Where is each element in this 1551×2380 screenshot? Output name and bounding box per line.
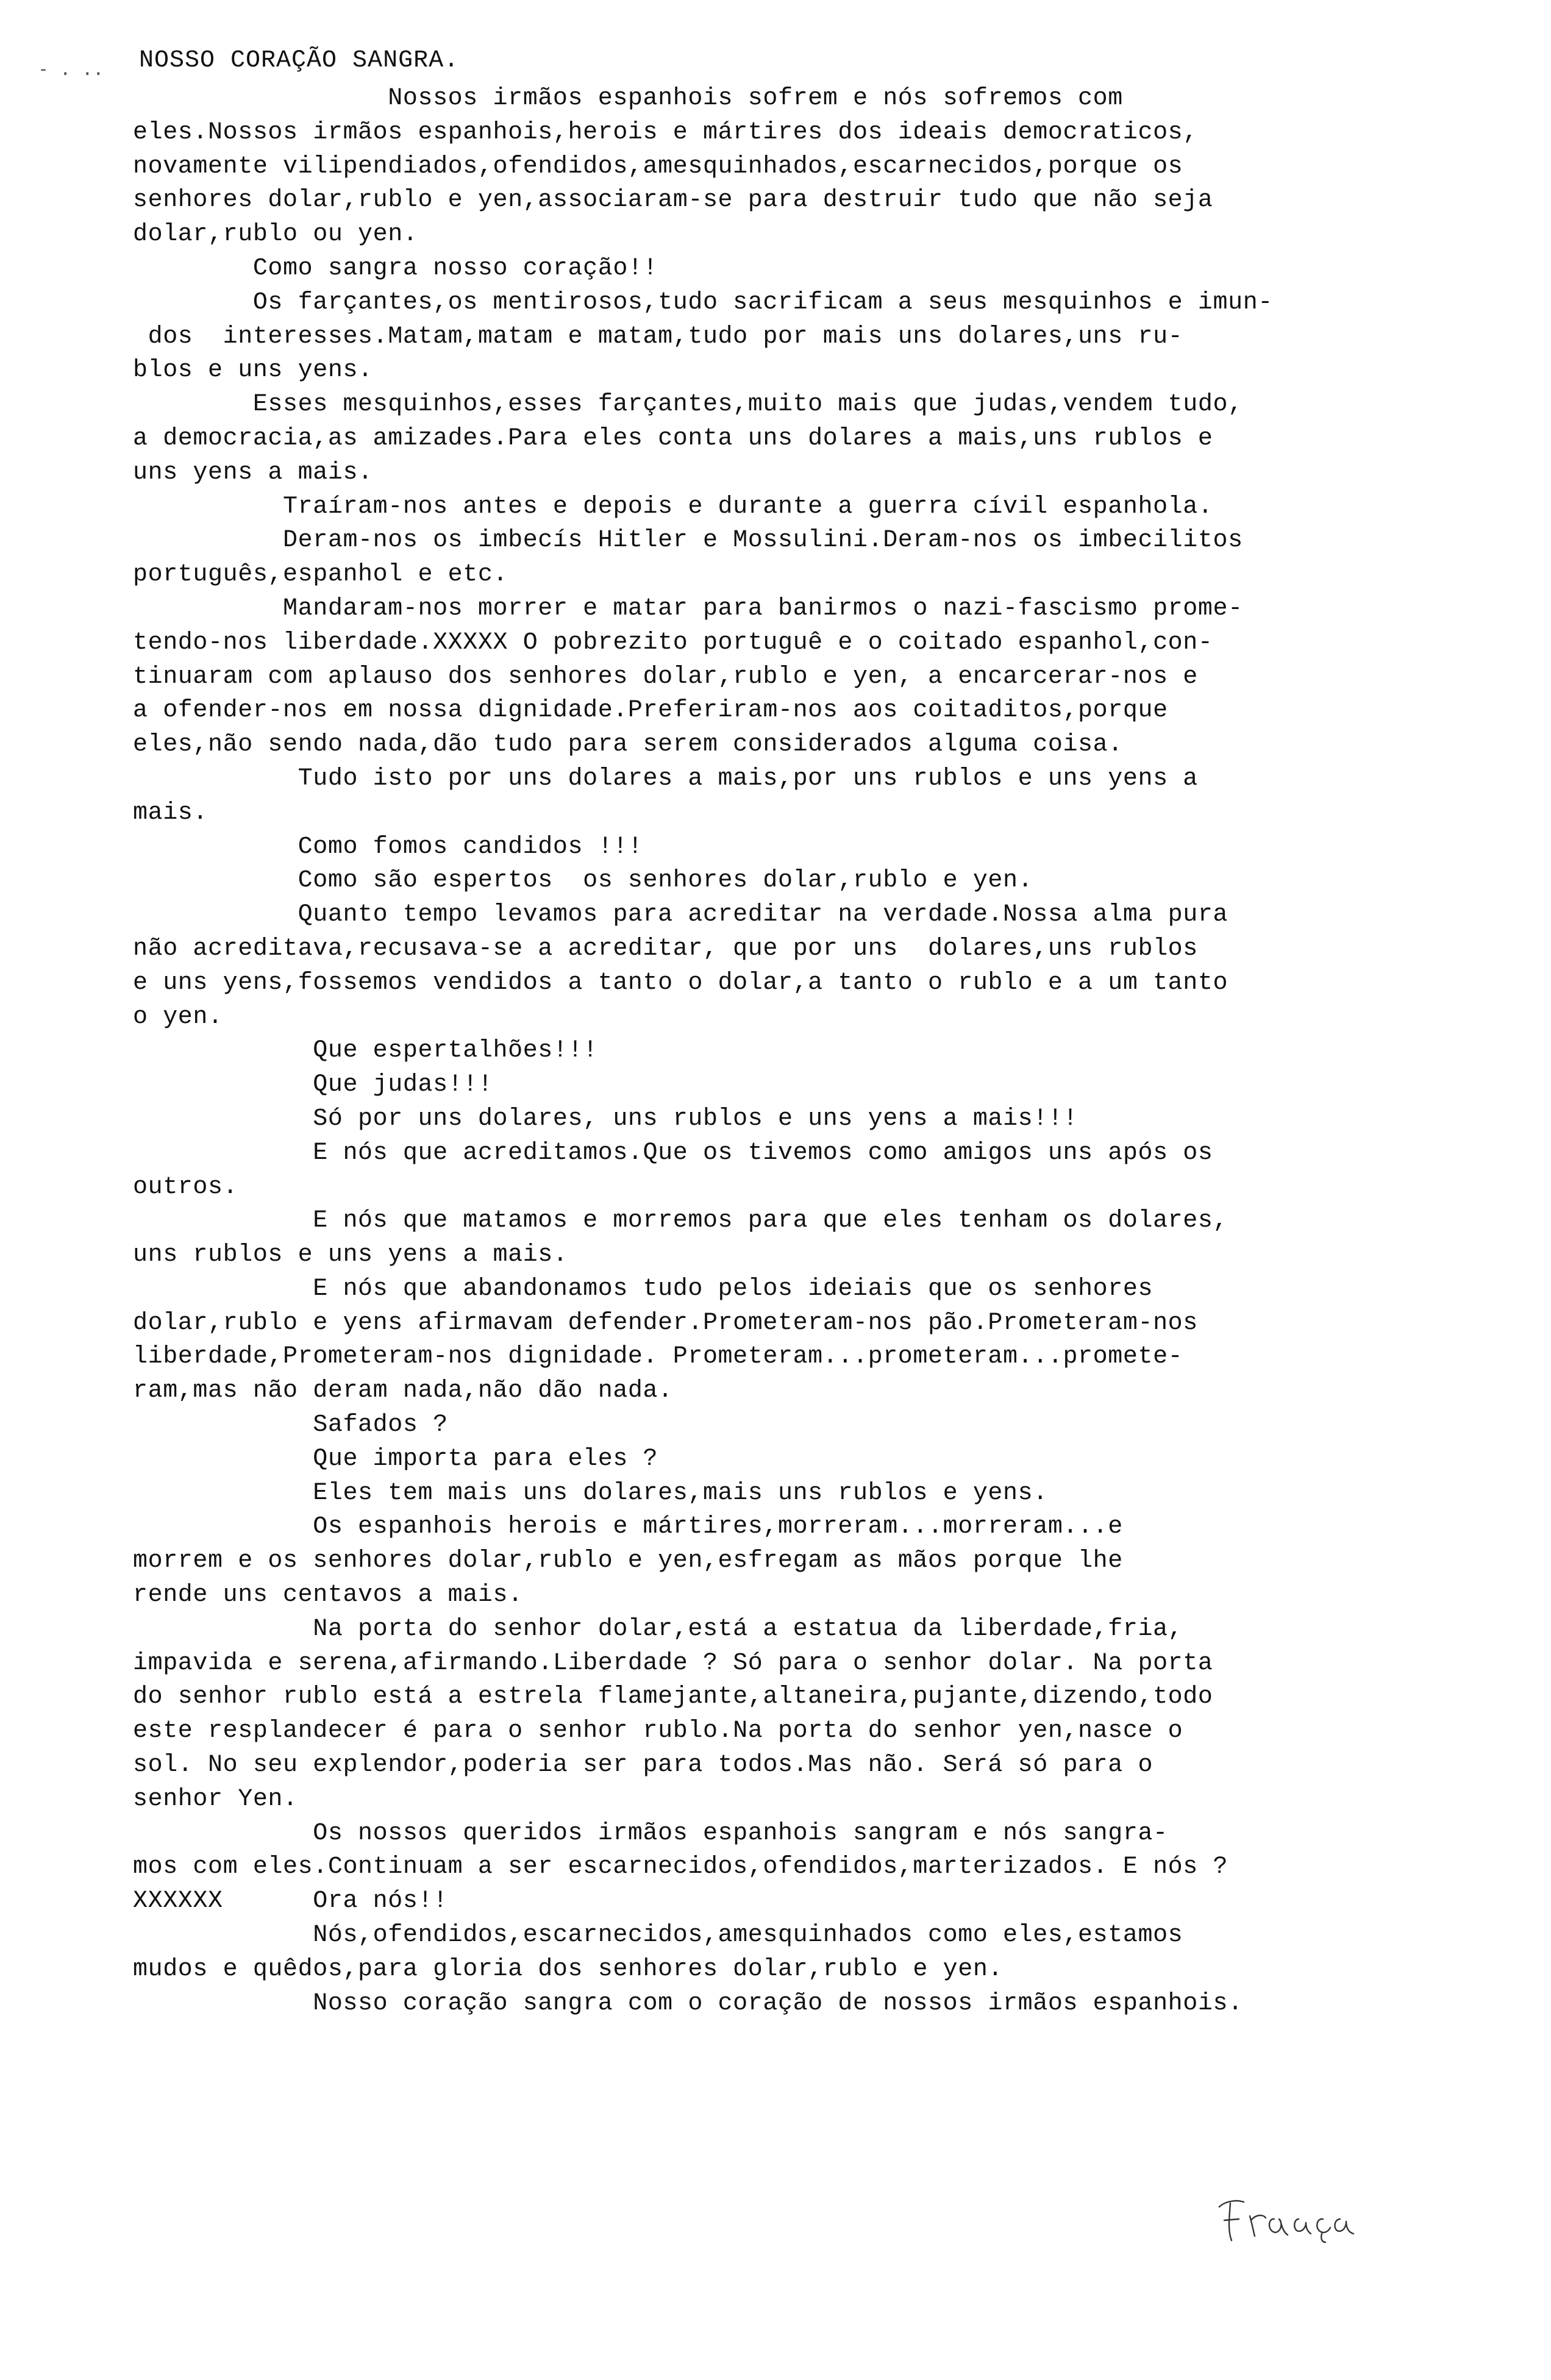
text-line: Esses mesquinhos,esses farçantes,muito mais que judas,vendem tudo,: [133, 391, 1243, 419]
text-line: mais.: [133, 799, 209, 827]
text-line: morrem e os senhores dolar,rublo e yen,esfregam as mãos porque lhe: [133, 1547, 1123, 1575]
text-line: Tudo isto por uns dolares a mais,por uns rublos e uns yens a: [133, 764, 1198, 793]
text-line: a democracia,as amizades.Para eles conta uns dolares a mais,uns rublos e: [133, 424, 1213, 452]
text-line: Deram-nos os imbecís Hitler e Mossulini.Deram-nos os imbecilitos: [133, 527, 1243, 555]
text-line: mudos e quêdos,para gloria dos senhores dolar,rublo e yen.: [133, 1955, 1004, 1983]
text-line: XXXXXX Ora nós!!: [133, 1887, 448, 1915]
text-line: ram,mas não deram nada,não dão nada.: [133, 1377, 673, 1405]
text-line: rende uns centavos a mais.: [133, 1581, 523, 1609]
text-line: português,espanhol e etc.: [133, 561, 508, 589]
text-line: Só por uns dolares, uns rublos e uns yens a mais!!!: [133, 1105, 1079, 1133]
text-line: Quanto tempo levamos para acreditar na verdade.Nossa alma pura: [133, 901, 1228, 929]
text-line: Nós,ofendidos,escarnecidos,amesquinhados como eles,estamos: [133, 1922, 1183, 1950]
text-line: outros.: [133, 1173, 238, 1201]
text-line: blos e uns yens.: [133, 357, 373, 385]
text-line: uns yens a mais.: [133, 458, 373, 486]
text-line: o yen.: [133, 1003, 223, 1031]
text-line: sol. No seu explendor,poderia ser para todos.Mas não. Será só para o: [133, 1751, 1153, 1780]
text-line: tinuaram com aplauso dos senhores dolar,rublo e yen, a encarcerar-nos e: [133, 663, 1198, 691]
text-line: Na porta do senhor dolar,está a estatua da liberdade,fria,: [133, 1615, 1183, 1643]
text-line: E nós que acreditamos.Que os tivemos como amigos uns após os: [133, 1139, 1213, 1167]
text-line: não acreditava,recusava-se a acreditar, que por uns dolares,uns rublos: [133, 935, 1198, 963]
text-line: Como sangra nosso coração!!: [133, 254, 658, 282]
text-line: do senhor rublo está a estrela flamejante,altaneira,pujante,dizendo,todo: [133, 1683, 1213, 1711]
text-line: Os nossos queridos irmãos espanhois sangram e nós sangra-: [133, 1819, 1168, 1847]
text-line: Mandaram-nos morrer e matar para banirmos o nazi-fascismo prome-: [133, 594, 1243, 622]
text-line: e uns yens,fossemos vendidos a tanto o dolar,a tanto o rublo e a um tanto: [133, 969, 1228, 997]
text-line: a ofender-nos em nossa dignidade.Preferiram-nos aos coitaditos,porque: [133, 697, 1168, 725]
margin-speck: - . ..: [38, 59, 104, 80]
text-line: eles,não sendo nada,dão tudo para serem considerados alguma coisa.: [133, 731, 1123, 759]
text-line: Safados ?: [133, 1411, 448, 1439]
text-line: Os farçantes,os mentirosos,tudo sacrificam a seus mesquinhos e imun-: [133, 288, 1273, 316]
text-line: uns rublos e uns yens a mais.: [133, 1241, 568, 1269]
text-line: Que importa para eles ?: [133, 1445, 658, 1473]
text-line: Os espanhois herois e mártires,morreram...morreram...e: [133, 1513, 1123, 1541]
text-line: senhor Yen.: [133, 1785, 298, 1813]
text-line: mos com eles.Continuam a ser escarnecidos,ofendidos,marterizados. E nós ?: [133, 1853, 1228, 1881]
text-line: Nossos irmãos espanhois sofrem e nós sofremos com: [133, 85, 1123, 112]
text-line: este resplandecer é para o senhor rublo.Na porta do senhor yen,nasce o: [133, 1717, 1183, 1745]
text-line: dolar,rublo e yens afirmavam defender.Prometeram-nos pão.Prometeram-nos: [133, 1309, 1198, 1337]
text-line: Que espertalhões!!!: [133, 1037, 598, 1065]
text-line: E nós que matamos e morremos para que eles tenham os dolares,: [133, 1207, 1228, 1235]
text-line: Como são espertos os senhores dolar,rublo e yen.: [133, 867, 1033, 895]
text-line: novamente vilipendiados,ofendidos,amesquinhados,escarnecidos,porque os: [133, 152, 1183, 180]
text-line: senhores dolar,rublo e yen,associaram-se para destruir tudo que não seja: [133, 187, 1213, 215]
document-title: NOSSO CORAÇÃO SANGRA.: [139, 47, 460, 74]
text-line: Traíram-nos antes e depois e durante a guerra cívil espanhola.: [133, 493, 1213, 521]
handwritten-signature: [1207, 2182, 1366, 2250]
text-line: dos interesses.Matam,matam e matam,tudo por mais uns dolares,uns ru-: [133, 322, 1183, 351]
text-line: Como fomos candidos !!!: [133, 833, 643, 861]
text-line: Que judas!!!: [133, 1071, 493, 1099]
document-body: [133, 82, 1499, 2020]
text-line: E nós que abandonamos tudo pelos ideiais que os senhores: [133, 1275, 1153, 1303]
text-line: impavida e serena,afirmando.Liberdade ? Só para o senhor dolar. Na porta: [133, 1649, 1213, 1677]
text-line: Nosso coração sangra com o coração de nossos irmãos espanhois.: [133, 1989, 1243, 2017]
text-line: Eles tem mais uns dolares,mais uns rublos e yens.: [133, 1479, 1048, 1507]
text-line: liberdade,Prometeram-nos dignidade. Prometeram...prometeram...promete-: [133, 1343, 1183, 1371]
text-line: eles.Nossos irmãos espanhois,herois e mártires dos ideais democraticos,: [133, 118, 1198, 146]
text-line: dolar,rublo ou yen.: [133, 221, 418, 249]
text-line: tendo-nos liberdade.XXXXX O pobrezito portuguê e o coitado espanhol,con-: [133, 629, 1213, 657]
